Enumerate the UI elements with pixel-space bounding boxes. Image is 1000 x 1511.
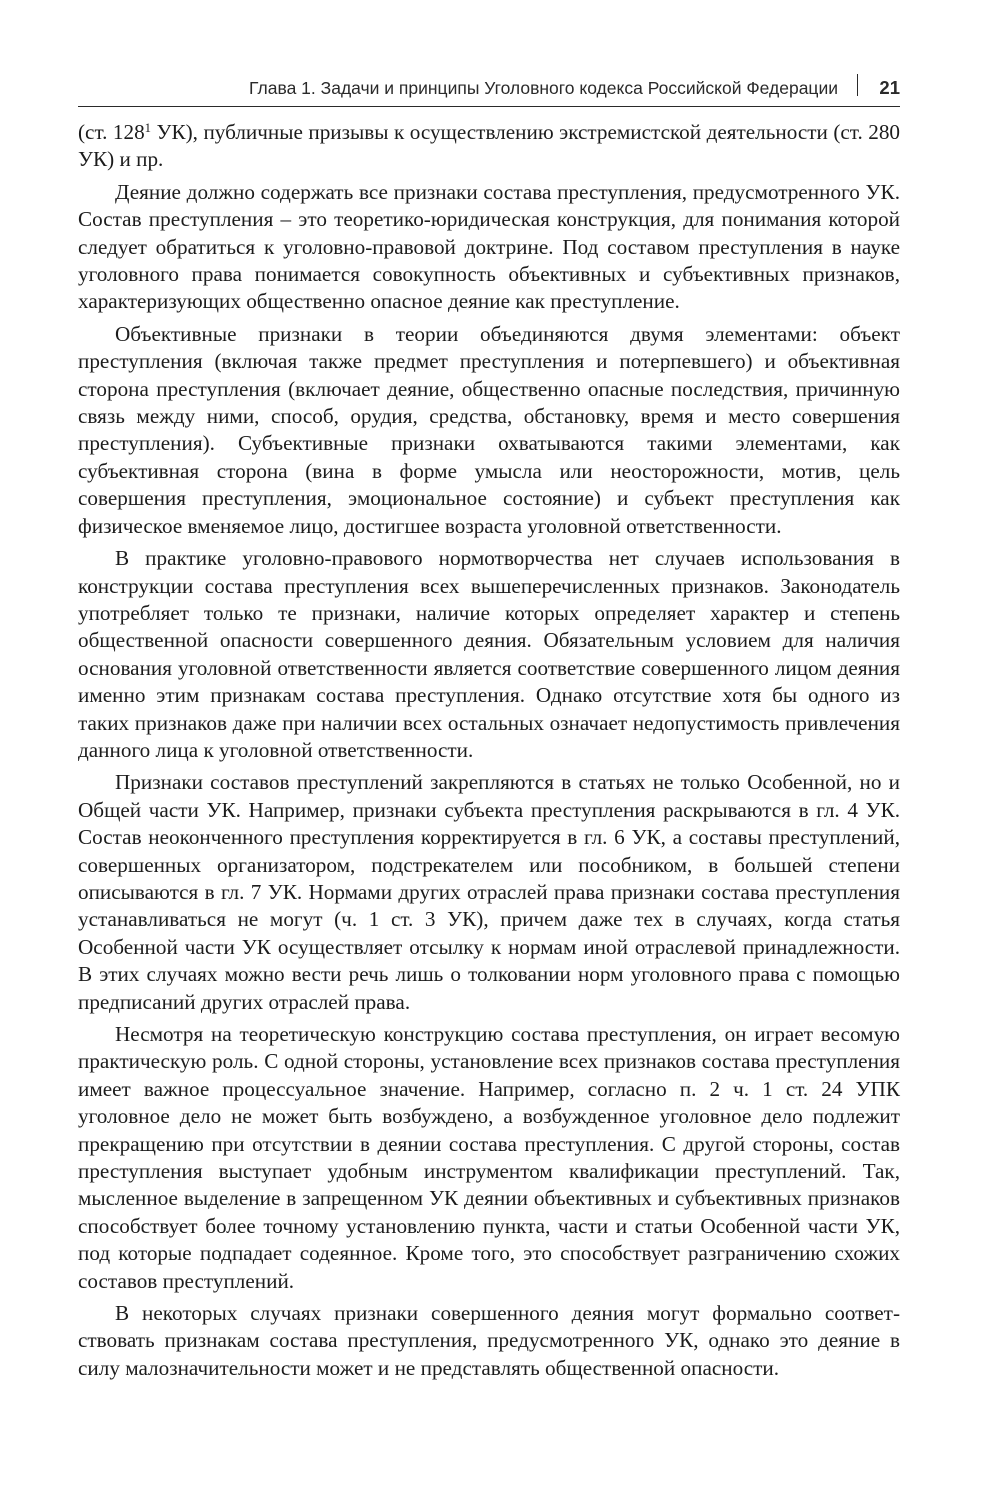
page-number: 21 (879, 77, 900, 98)
paragraph-text: УК), публичные призывы к осуществлению экстремистской деятельности (ст. 280 УК) и пр. (78, 120, 901, 172)
running-head (78, 66, 900, 107)
paragraph: Признаки составов преступлений закрепляются в статьях не только Особенной, но и Общей части УК. Например, признаки субъекта преступления раскрываются в гл. 4 УК. Состав неоконченного преступления корректируется в гл. 6 УК, а составы преступлений, совершенных организатором, подстрекателем или пособником, в большей степени описываются в гл. 7 УК. Нормами других отраслей права признаки состава преступления устанавливаться не могут (ч. 1 ст. 3 УК), причем даже тех в случаях, когда статья Особенной части УК осуществляет отсылку к нормам иной отраслевой принадлежности. В этих случаях можно вести речь лишь о толковании норм уголовного права с помощью предписаний других отраслей права. (78, 770, 900, 1014)
paragraph: Объективные признаки в теории объединяются двумя элементами: объект преступления (включая также предмет преступления и потерпевшего) и объективная сторона преступления (включает деяние, общественно опасные последствия, причинную связь между ними, способ, орудия, средства, обстановку, время и место совершения преступления). Субъективные признаки охватываются такими элементами, как субъективная сторона (вина в форме умысла или неосторожности, мотив, цель совершения преступления, эмоциональное состояние) и субъект преступления как физическое вменяемое лицо, достигшее возраста уголовной ответственности. (78, 321, 900, 538)
paragraph (78, 119, 900, 174)
paragraph-text: (ст. 128 (78, 120, 145, 144)
paragraph: Несмотря на теоретическую конструкцию состава преступления, он играет весомую практическую роль. С одной стороны, установление всех признаков состава преступления имеет важное процессуальное значение. Например, согласно п. 2 ч. 1 ст. 24 УПК уголовное дело не может быть возбуждено, а возбужденное уголовное дело подлежит прекращению при отсутствии в деянии состава преступления. С другой стороны, состав преступления выступает удобным инструментом квалификации преступлений. Так, мысленное выделение в запрещенном УК деянии объективных и субъективных признаков способствует более точному установлению пункта, части и статьи Особенной части УК, под которые подпадает содеянное. Кроме того, это способствует разграничению схожих составов преступлений. (78, 1022, 900, 1293)
paragraph: В некоторых случаях признаки совершенного деяния могут формально соответствовать признакам состава преступления, предусмотренного УК, однако это деяние в силу малозначительности может и не представлять общественной опасности. (78, 1301, 900, 1380)
chapter-title: Глава 1. Задачи и принципы Уголовного кодекса Российской Федерации (249, 78, 838, 98)
superscript: 1 (144, 121, 152, 136)
header-separator (857, 74, 859, 96)
paragraph: Деяние должно содержать все признаки состава преступления, предусмотренного УК. Состав преступления – это теоретико-юридическая конструкция, для понимания которой следует обратиться к уголовно-правовой доктрине. Под составом преступления в науке уголовного права понимается совокупность объективных и субъективных признаков, характеризующих общественно опасное деяние как преступление. (78, 179, 900, 314)
body-text (78, 119, 900, 1382)
paragraph: В практике уголовно-правового нормотворчества нет случаев использования в конструкции состава преступления всех вышеперечисленных признаков. Законодатель употребляет только те признаки, наличие которых определяет характер и степень общественной опасности совершенного деяния. Обязательным условием для наличия основания уголовной ответственности является соответствие совершенного лицом деяния именно этим признакам состава преступления. Однако отсутствие хотя бы одного из таких признаков даже при наличии всех остальных означает недопустимость привлечения данного лица к уголовной ответственности. (78, 546, 900, 762)
book-page (78, 66, 900, 1382)
